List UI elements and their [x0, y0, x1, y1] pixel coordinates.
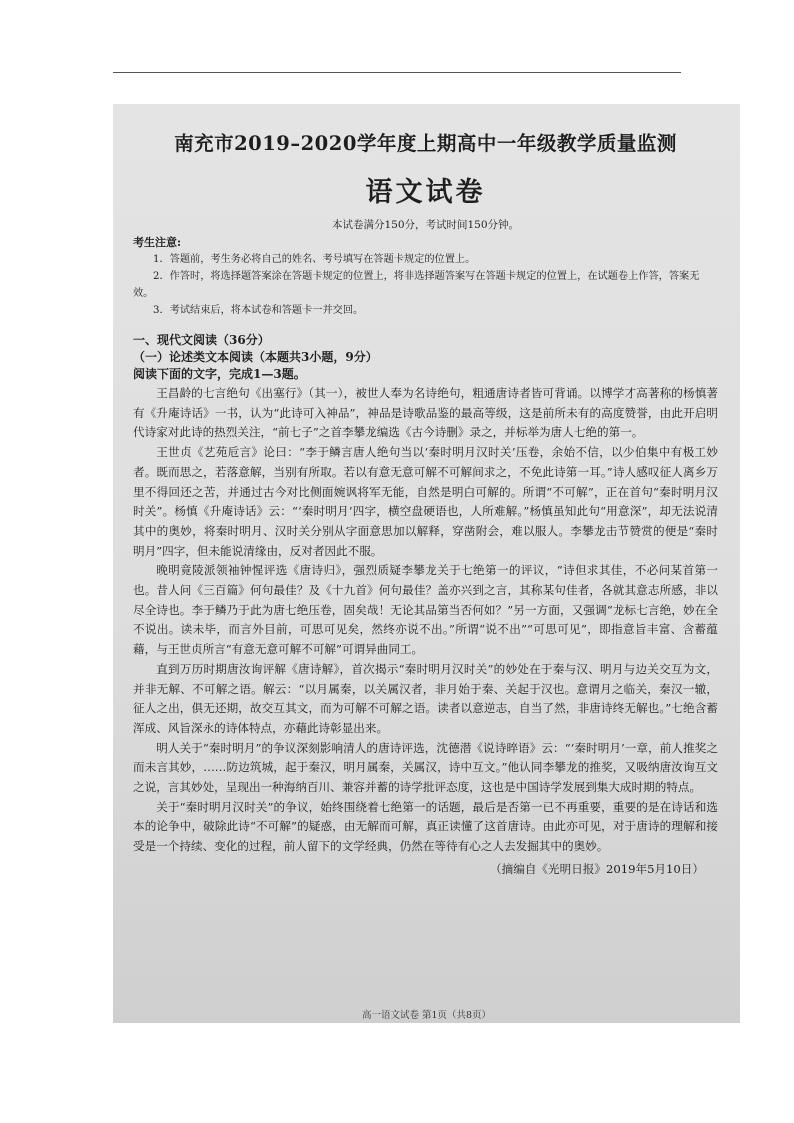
page-footer: 高一语文试卷 第1页（共8页）: [361, 1010, 492, 1021]
article-paragraph: 王昌龄的七言绝句《出塞行》（其一），被世人奉为名诗绝句，粗通唐诗者皆可背诵。以博学才高著称的杨慎著有《升庵诗话》一书，认为“此诗可入神品”，神品是诗歌品鉴的最高等级，这是前所未有的高度赞誉，由此开启明代诗家对此诗的热烈关注，“前七子”之首李攀龙编选《古今诗删》录之，并标举为唐人七绝的第一。: [133, 386, 718, 440]
top-rule: [113, 72, 681, 73]
notice-item: 3．考试结束后，将本试卷和答题卡一并交回。: [153, 305, 364, 316]
notice-item: 2．作答时，将选择题答案涂在答题卡规定的位置上，将非选择题答案写在答题卡规定的位置上，在试题卷上作答，答案无效。: [133, 271, 700, 299]
article-paragraph: 晚明竟陵派领袖钟惺评选《唐诗归》，强烈质疑李攀龙关于七绝第一的评议，“诗但求其佳，不必问某首第一也。昔人问《三百篇》何句最佳？及《十九首》何句最佳？盖亦兴到之言，其称某句佳者，各就其意志所感，非以尽全诗也。李于鳞乃于此为唐七绝压卷，固矣哉！无论其品第当否何如？”另一方面，又强调“龙标七言绝，妙在全不说出。读未毕，而言外目前，可思可见矣，然终亦说不出。”所谓“说不出”“可思可见”，即指意旨丰富、含蓄蕴藉，与王世贞所言“有意无意可解不可解”可谓异曲同工。: [133, 563, 718, 657]
article-paragraph: 关于“秦时明月汉时关”的争议，始终围绕着七绝第一的话题，最后是否第一已不再重要，重要的是在诗话和选本的论争中，破除此诗“不可解”的疑惑，由无解而可解，真正读懂了这首唐诗。由此亦可见，对于唐诗的理解和接受是一个持续、变化的过程，前人留下的文学经典，仍然在等待有心之人去发掘其中的奥妙。: [133, 799, 718, 854]
full-score-note: 本试卷满分150分，考试时间150分钟。: [331, 219, 520, 231]
article-paragraph: 王世贞《艺苑卮言》论曰：“李于鳞言唐人绝句当以‘秦时明月汉时关’压卷，余始不信，以少伯集中有极工妙者。既而思之，若落意解，当别有所取。若以有意无意可解不可解间求之，不免此诗第一耳。”诗人感叹征人离乡万里不得回还之苦，并通过古今对比侧面婉讽将军无能，自然是明白可解的。所谓“不可解”，正在首句“秦时明月汉时关”。杨慎《升庵诗话》云：“‘秦时明月’四字，横空盘硬语也，人所难解。”杨慎虽知此句“用意深”，却无法说清其中的奥妙，将秦时明月、汉时关分别从字面意思加以解释，穿凿附会，难以服人。李攀龙击节赞赏的便是“秦时明月”四字，但未能说清缘由，反对者因此不服。: [133, 445, 718, 558]
section-title: 一、现代文阅读（36分）: [133, 333, 270, 347]
section-subtitle: （一）论述类文本阅读（本题共3小题，9分）: [133, 350, 378, 364]
article-source: （摘编自《光明日报》2019年5月10日）: [490, 861, 704, 876]
notice-item: 1．答题前，考生务必将自己的姓名、考号填写在答题卡规定的位置上。: [153, 254, 476, 265]
article-paragraph: 直到万历时期唐汝询评解《唐诗解》，首次揭示“秦时明月汉时关”的妙处在于秦与汉、明月与边关交互为文，并非无解、不可解之语。解云：“以月属秦，以关属汉者，非月始于秦、关起于汉也。意谓月之临关，秦汉一辙，征人之出，俱无还期，故交互其文，而为可解不可解之语。读者以意逆志，自当了然，非唐诗终无解也。”七绝含蓄浑成、风旨深永的诗体特点，亦藉此诗彰显出来。: [133, 661, 718, 735]
reading-instruction: 阅读下面的文字，完成1—3题。: [133, 367, 306, 381]
notice-label: 考生注意:: [133, 236, 182, 249]
exam-page-photo: [113, 104, 740, 1023]
exam-title: 南充市2019–2020学年度上期高中一年级教学质量监测: [174, 132, 677, 155]
article-paragraph: 明人关于“秦时明月”的争议深刻影响清人的唐诗评选，沈德潜《说诗晬语》云：“‘秦时明月’一章，前人推奖之而未言其妙，……防边筑城，起于秦汉，明月属秦，关属汉，诗中互文。”他认同李攀龙的推奖，又吸纳唐汝询互文之说，言其妙处，呈现出一种海纳百川、兼容并蓄的诗学批评态度，这也是中国诗学发展到集大成时期的特点。: [133, 740, 718, 795]
subject-title: 语文试卷: [365, 177, 486, 208]
